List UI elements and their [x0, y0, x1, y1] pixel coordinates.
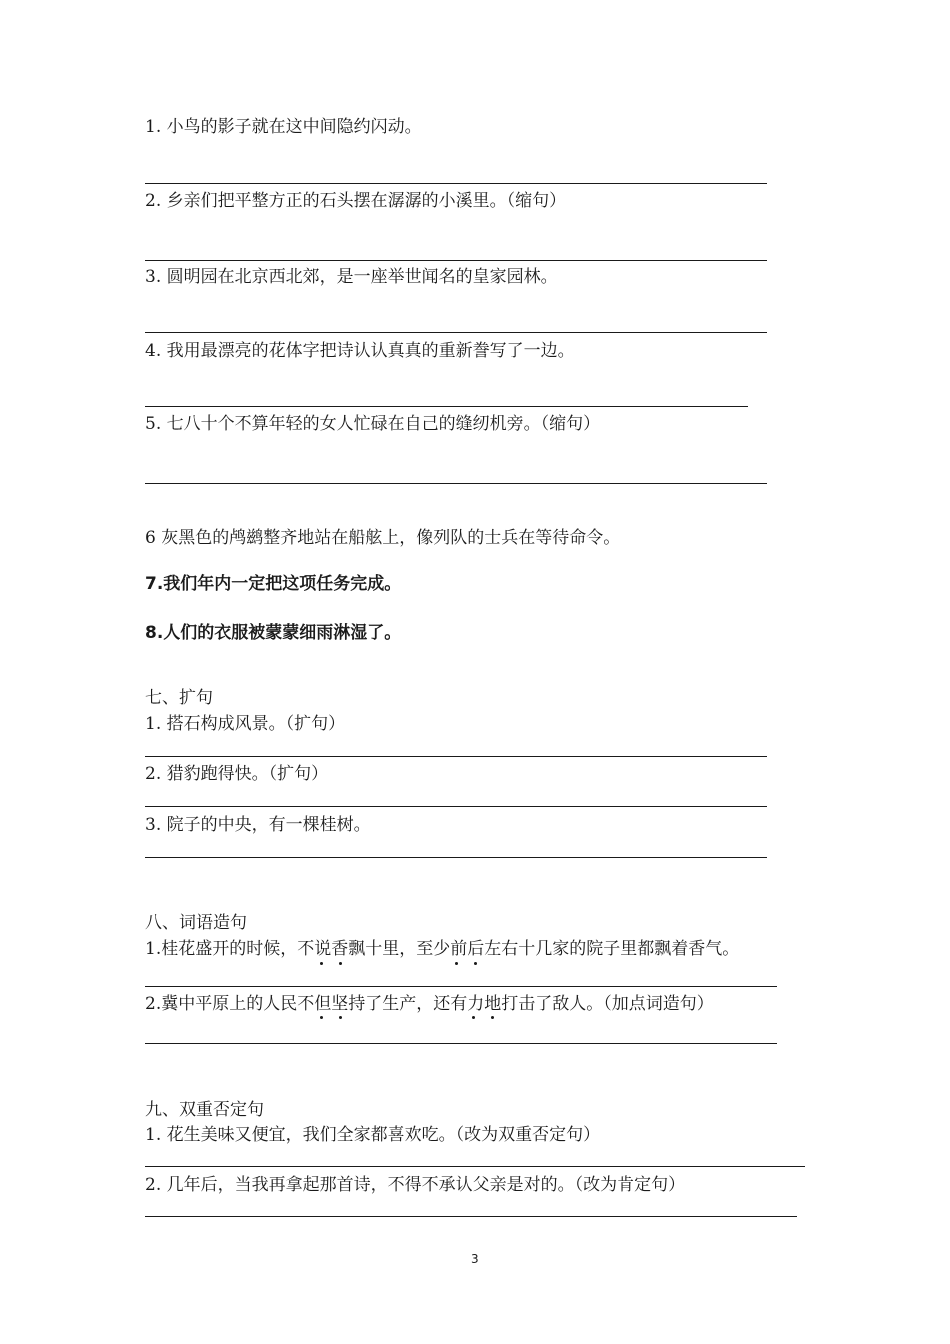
question-6-4: 4. 我用最漂亮的花体字把诗认认真真的重新誊写了一边。 — [145, 341, 575, 361]
question-9-2: 2. 几年后，当我再拿起那首诗，不得不承认父亲是对的。（改为肯定句） — [145, 1175, 686, 1195]
question-6-2: 2. 乡亲们把平整方正的石头摆在潺潺的小溪里。（缩句） — [145, 191, 567, 211]
emphasis-dot — [339, 1016, 342, 1019]
emphasis-dot — [455, 962, 458, 965]
question-8-1: 1.桂花盛开的时候，不说香飘十里，至少前后左右十几家的院子里都飘着香气。 — [145, 939, 740, 959]
question-6-5: 5. 七八十个不算年轻的女人忙碌在自己的缝纫机旁。（缩句） — [145, 414, 601, 434]
answer-line[interactable] — [145, 1043, 777, 1044]
answer-line[interactable] — [145, 857, 767, 858]
question-6-1: 1. 小鸟的影子就在这中间隐约闪动。 — [145, 117, 422, 137]
question-8-2: 2.冀中平原上的人民不但坚持了生产，还有力地打击了敌人。（加点词造句） — [145, 994, 714, 1014]
answer-line[interactable] — [145, 756, 767, 757]
answer-line[interactable] — [145, 1216, 797, 1217]
answer-line[interactable] — [145, 986, 777, 987]
question-9-1: 1. 花生美味又便宜，我们全家都喜欢吃。（改为双重否定句） — [145, 1125, 601, 1145]
section-heading-double-negative: 九、双重否定句 — [145, 1100, 264, 1120]
answer-line[interactable] — [145, 1166, 805, 1167]
question-6-6: 6 灰黑色的鸬鹚整齐地站在船舷上，像列队的士兵在等待命令。 — [145, 528, 621, 548]
question-6-7: 7.我们年内一定把这项任务完成。 — [145, 574, 402, 594]
emphasis-dot — [339, 962, 342, 965]
emphasis-dot — [320, 962, 323, 965]
emphasis-dot — [474, 962, 477, 965]
question-6-8: 8.人们的衣服被蒙蒙细雨淋湿了。 — [145, 623, 402, 643]
question-7-2: 2. 猎豹跑得快。（扩句） — [145, 764, 329, 784]
page-number: 3 — [471, 1252, 479, 1266]
answer-line[interactable] — [145, 483, 767, 484]
emphasis-dot — [472, 1016, 475, 1019]
question-6-3: 3. 圆明园在北京西北郊，是一座举世闻名的皇家园林。 — [145, 267, 558, 287]
question-7-1: 1. 搭石构成风景。（扩句） — [145, 714, 346, 734]
answer-line[interactable] — [145, 806, 767, 807]
section-heading-expand: 七、扩句 — [145, 688, 213, 708]
answer-line[interactable] — [145, 332, 767, 333]
answer-line[interactable] — [145, 260, 767, 261]
question-7-3: 3. 院子的中央，有一棵桂树。 — [145, 815, 371, 835]
section-heading-word-sentence: 八、词语造句 — [145, 913, 247, 933]
emphasis-dot — [491, 1016, 494, 1019]
answer-line[interactable] — [145, 406, 748, 407]
emphasis-dot — [320, 1016, 323, 1019]
answer-line[interactable] — [145, 183, 767, 184]
